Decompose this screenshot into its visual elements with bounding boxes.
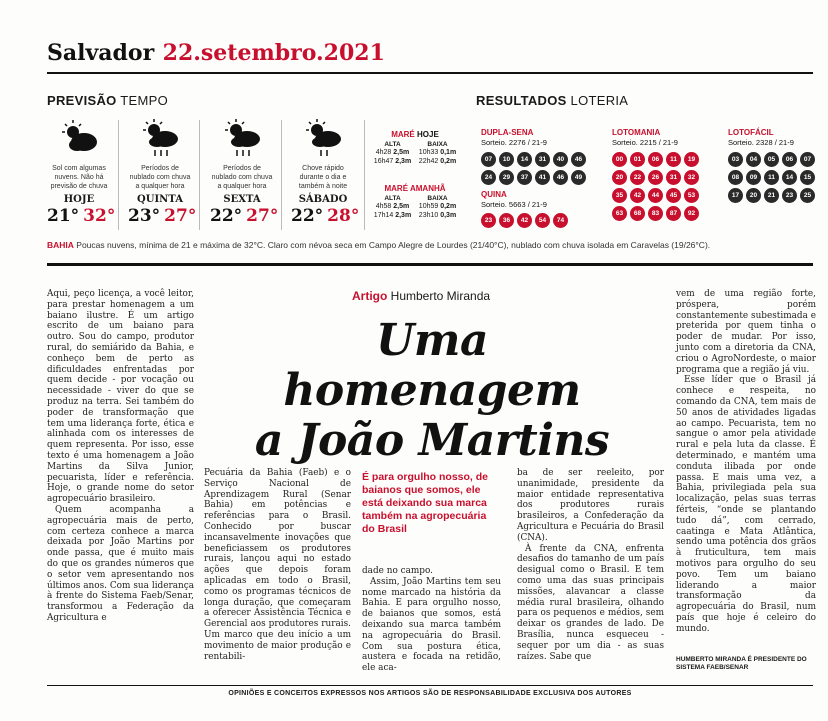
forecast-friday: Períodos de nublado com chuva a qualquer hora SEXTA 22° 27° — [210, 118, 274, 226]
sun-cloud-rain-icon — [128, 118, 192, 160]
lottery-ball: 24 — [481, 170, 496, 185]
lottery-ball: 23 — [481, 213, 496, 228]
lottery-ball: 08 — [728, 170, 743, 185]
lottery-ball: 05 — [764, 152, 779, 167]
lottery-ball: 03 — [728, 152, 743, 167]
lottery-ball: 00 — [612, 152, 627, 167]
quina-name: QUINA — [481, 190, 507, 199]
lottery-ball: 44 — [648, 188, 663, 203]
lottery-ball: 42 — [630, 188, 645, 203]
lottery-ball: 31 — [666, 170, 681, 185]
lottery-ball: 11 — [666, 152, 681, 167]
lotofacil-name: LOTOFÁCIL — [728, 128, 774, 137]
lottery-ball: 37 — [517, 170, 532, 185]
lottery-ball: 26 — [648, 170, 663, 185]
lottery-ball: 49 — [571, 170, 586, 185]
weather-title: PREVISÃO TEMPO — [47, 93, 168, 108]
pull-quote: É para orgulho nosso, de baianos que somos, ele está deixando sua marca também na agropecuária do Brasil — [362, 471, 489, 535]
article-column-2: Pecuária da Bahia (Faeb) e o Serviço Nacional de Aprendizagem Rural (Senar Bahia) em potências e referências para o Brasil. Conhecido por buscar incansavelmente inovações que beneficiassem os produtores rurais, lançou aqui no estado ações que depois foram aplicadas em todo o Brasil, como os programas técnicos de longa duração, que começaram a oferecer Assistência Técnica e Gerencial aos produtores rurais. Um marco que deu início a um movimento de maior produção e rentabili- — [204, 468, 351, 662]
partly-sunny-icon — [47, 118, 111, 160]
lottery-ball: 87 — [666, 206, 681, 221]
tide-today: MARÉ HOJE ALTA BAIXA 4h28 2,5m 10h33 0,1m 16h47 2,3m 22h42 0,2m — [373, 130, 457, 165]
article-column-1: Aqui, peço licença, a você leitor, para prestar homenagem a um baiano ilustre. É um artigo escrito de um baiano para outro. Sou do campo, produtor rural, do semiárido da Bahia, e conheço bem de perto as dificuldades enfrentadas por quem decide - por vocação ou necessidade - viver do que se produz na terra. Sei também do poder de transformação que tem uma liderança forte, ética e alinhada com os interesses de quem representa. Por isso, esse texto é uma homenagem a João Martins da Silva Junior, pecuarista, líder e referência. Hoje, o grande nome do setor agropecuário brasileiro. Quem acompanha a agropecuária mais de perto, com certeza conhece a marca deixada por João Martins por onde passa, que é muito mais do que os grandes números que o setor vem apresentando nos últimos anos. Com sua liderança à frente do Sistema Faeb/Senar, transformou a Federação da Agricultura e — [47, 289, 194, 623]
lottery-ball: 41 — [535, 170, 550, 185]
page-header — [47, 40, 812, 66]
lottery-ball: 22 — [630, 170, 645, 185]
lottery-ball: 07 — [481, 152, 496, 167]
bahia-forecast: BAHIA Poucas nuvens, mínima de 21 e máxima de 32°C. Claro com névoa seca em Campo Alegre de Lourdes (21/40°C), nublado com chuva isolada em Caravelas (19/26°C). — [47, 240, 711, 250]
lottery-ball: 36 — [499, 213, 514, 228]
lottery-ball: 23 — [782, 188, 797, 203]
lottery-ball: 17 — [728, 188, 743, 203]
lottery-ball: 14 — [782, 170, 797, 185]
sun-cloud-rain-icon — [291, 118, 355, 160]
lottery-ball: 20 — [746, 188, 761, 203]
edition-date: 22.setembro.2021 — [162, 40, 385, 66]
article-byline: Artigo Humberto Miranda — [352, 289, 491, 303]
sun-cloud-rain-icon — [210, 118, 274, 160]
lottery-ball: 40 — [553, 152, 568, 167]
lotomania-numbers — [612, 152, 707, 221]
lottery-ball: 29 — [499, 170, 514, 185]
lottery-ball: 04 — [746, 152, 761, 167]
lottery-ball: 07 — [800, 152, 815, 167]
tide-tomorrow: MARÉ AMANHÃ ALTA BAIXA 4h58 2,5m 10h59 0,2m 17h14 2,3m 23h10 0,3m — [373, 184, 457, 219]
divider — [199, 120, 200, 230]
lotofacil-info: Sorteio. 2328 / 21-9 — [728, 138, 794, 147]
lottery-ball: 32 — [684, 170, 699, 185]
lottery-ball: 53 — [684, 188, 699, 203]
city-name: Salvador — [47, 40, 155, 66]
lottery-ball: 21 — [764, 188, 779, 203]
lottery-ball: 09 — [746, 170, 761, 185]
lottery-ball: 25 — [800, 188, 815, 203]
lottery-ball: 68 — [630, 206, 645, 221]
disclaimer: OPINIÕES E CONCEITOS EXPRESSOS NOS ARTIGOS SÃO DE RESPONSABILIDADE EXCLUSIVA DOS AUTORES — [228, 690, 632, 697]
lottery-ball: 83 — [648, 206, 663, 221]
forecast-saturday: Chove rápido durante o dia e também à noite SÁBADO 22° 28° — [291, 118, 355, 226]
footer-rule — [47, 685, 813, 686]
lottery-ball: 63 — [612, 206, 627, 221]
lottery-ball: 74 — [553, 213, 568, 228]
dupla-sena-info: Sorteio. 2276 / 21-9 — [481, 138, 547, 147]
lottery-ball: 54 — [535, 213, 550, 228]
lottery-ball: 14 — [517, 152, 532, 167]
lotomania-info: Sorteio. 2215 / 21-9 — [612, 138, 678, 147]
divider — [281, 120, 282, 230]
lottery-ball: 11 — [764, 170, 779, 185]
dupla-sena-numbers — [481, 152, 593, 185]
lottery-ball: 06 — [648, 152, 663, 167]
lottery-ball: 20 — [612, 170, 627, 185]
article-column-5: vem de uma região forte, próspera, porém constantemente subestimada e preterida por quem tinha o poder de mudar. Por isso, junto com a diretoria da CNA, criou o AgroNordeste, o maior programa que a região já viu. Esse líder que o Brasil já conhece e respeita, no comando da CNA, tem mais de 50 anos de atividades ligadas ao campo. Pecuarista, tem no sangue o amor pela atividade rural e pela luta da classe. É determinado, e mantém uma conduta ilibada por onde passa. E mais uma vez, a Bahia, privilegiada pela sua localização, pelas suas terras férteis, “onde se plantando tudo dá”, com cerrado, caatinga e Mata Atlântica, sendo uma potência dos grãos à fruticultura, tem mais motivos para orgulho do seu povo. Tem um baiano liderando a maior transformação da agropecuária do Brasil, num país que hoje é celeiro do mundo. — [676, 289, 816, 634]
divider — [364, 120, 365, 230]
lottery-ball: 92 — [684, 206, 699, 221]
lotomania-name: LOTOMANIA — [612, 128, 661, 137]
lotofacil-numbers — [728, 152, 823, 203]
quina-numbers — [481, 213, 593, 228]
lottery-title: RESULTADOS LOTERIA — [476, 93, 629, 108]
forecast-thursday: Períodos de nublado com chuva a qualquer hora QUINTA 23° 27° — [128, 118, 192, 226]
lottery-ball: 31 — [535, 152, 550, 167]
lottery-ball: 45 — [666, 188, 681, 203]
lottery-ball: 46 — [571, 152, 586, 167]
lottery-ball: 10 — [499, 152, 514, 167]
lottery-ball: 19 — [684, 152, 699, 167]
quina-info: Sorteio. 5663 / 21-9 — [481, 200, 547, 209]
lottery-ball: 46 — [553, 170, 568, 185]
author-signature: HUMBERTO MIRANDA É PRESIDENTE DO SISTEMA FAEB/SENAR — [676, 656, 807, 671]
lottery-ball: 42 — [517, 213, 532, 228]
article-column-3: dade no campo. Assim, João Martins tem seu nome marcado na história da Bahia. E para orgulho nosso, de baianos que somos, está deixando sua marca também na agropecuária do Brasil. Com sua postura ética, austera e focada na retidão, ele aca- — [362, 566, 501, 674]
lottery-ball: 01 — [630, 152, 645, 167]
dupla-sena-name: DUPLA-SENA — [481, 128, 534, 137]
article-column-4: ba de ser reeleito, por unanimidade, presidente da maior entidade representativa dos produtores rurais brasileiros, a Confederação da Agricultura e Pecuária do Brasil (CNA). À frente da CNA, enfrenta desafios do tamanho de um país desigual como o Brasil. E tem como uma das suas principais missões, alavancar a classe média rural brasileira, olhando para os pequenos e médios, sem deixar os grandes de lado. De Brasília, nunca esqueceu - sequer por um dia - as suas raízes. Sabe que — [517, 468, 664, 662]
article-headline: Uma homenagem a João Martins — [254, 315, 610, 466]
section-rule — [47, 263, 813, 266]
lottery-ball: 15 — [800, 170, 815, 185]
forecast-today: Sol com algumas nuvens. Não há previsão de chuva HOJE 21° 32° — [47, 118, 111, 226]
header-rule — [47, 72, 813, 74]
lottery-ball: 06 — [782, 152, 797, 167]
divider — [118, 120, 119, 230]
lottery-ball: 35 — [612, 188, 627, 203]
